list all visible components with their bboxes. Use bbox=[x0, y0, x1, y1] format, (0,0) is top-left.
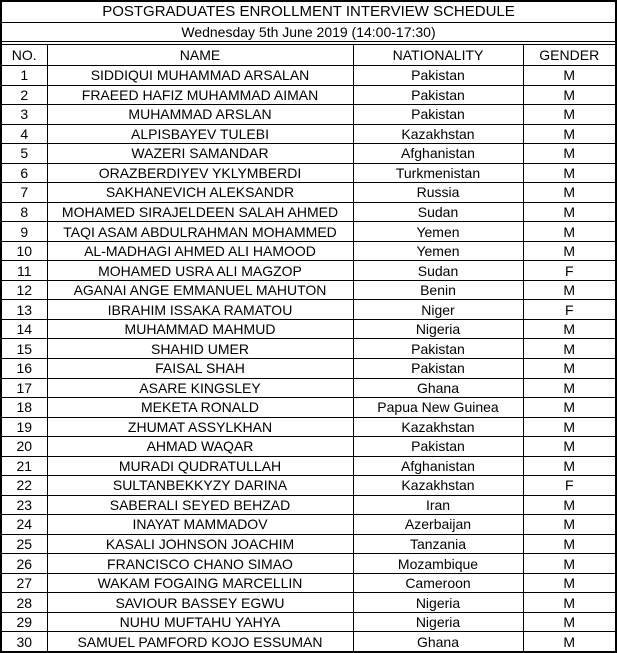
cell-student-name: WAKAM FOGAING MARCELLIN bbox=[47, 573, 353, 593]
cell-student-name: NUHU MUFTAHU YAHYA bbox=[47, 612, 353, 632]
cell-nationality: Papua New Guinea bbox=[353, 398, 523, 418]
table-row bbox=[2, 66, 615, 86]
cell-row-number: 26 bbox=[2, 554, 47, 574]
cell-nationality: Sudan bbox=[353, 261, 523, 281]
cell-gender: M bbox=[523, 495, 615, 515]
cell-gender: M bbox=[523, 319, 615, 339]
cell-gender: M bbox=[523, 163, 615, 183]
cell-nationality: Pakistan bbox=[353, 105, 523, 125]
table-row bbox=[2, 378, 615, 398]
cell-nationality: Yemen bbox=[353, 241, 523, 261]
cell-nationality: Russia bbox=[353, 183, 523, 203]
cell-student-name: MOHAMED USRA ALI MAGZOP bbox=[47, 261, 353, 281]
cell-row-number: 25 bbox=[2, 534, 47, 554]
table-row bbox=[2, 612, 615, 632]
cell-row-number: 29 bbox=[2, 612, 47, 632]
cell-nationality: Benin bbox=[353, 280, 523, 300]
cell-student-name: ASARE KINGSLEY bbox=[47, 378, 353, 398]
cell-student-name: SABERALI SEYED BEHZAD bbox=[47, 495, 353, 515]
cell-row-number: 23 bbox=[2, 495, 47, 515]
cell-row-number: 17 bbox=[2, 378, 47, 398]
cell-gender: M bbox=[523, 398, 615, 418]
cell-row-number: 11 bbox=[2, 261, 47, 281]
header-row bbox=[2, 45, 615, 66]
cell-nationality: Niger bbox=[353, 300, 523, 320]
cell-gender: M bbox=[523, 339, 615, 359]
cell-student-name: SIDDIQUI MUHAMMAD ARSALAN bbox=[47, 66, 353, 86]
cell-nationality: Iran bbox=[353, 495, 523, 515]
cell-row-number: 24 bbox=[2, 515, 47, 535]
cell-gender: M bbox=[523, 632, 615, 651]
cell-nationality: Pakistan bbox=[353, 85, 523, 105]
cell-nationality: Kazakhstan bbox=[353, 476, 523, 496]
cell-row-number: 8 bbox=[2, 202, 47, 222]
table-row bbox=[2, 358, 615, 378]
cell-gender: F bbox=[523, 300, 615, 320]
cell-row-number: 20 bbox=[2, 437, 47, 457]
cell-nationality: Pakistan bbox=[353, 339, 523, 359]
cell-row-number: 2 bbox=[2, 85, 47, 105]
cell-nationality: Kazakhstan bbox=[353, 417, 523, 437]
cell-student-name: MUHAMMAD ARSLAN bbox=[47, 105, 353, 125]
schedule-table bbox=[2, 44, 615, 651]
cell-nationality: Azerbaijan bbox=[353, 515, 523, 535]
cell-student-name: FAISAL SHAH bbox=[47, 358, 353, 378]
cell-student-name: SAKHANEVICH ALEKSANDR bbox=[47, 183, 353, 203]
cell-nationality: Turkmenistan bbox=[353, 163, 523, 183]
cell-student-name: ORAZBERDIYEV YKLYMBERDI bbox=[47, 163, 353, 183]
cell-gender: M bbox=[523, 124, 615, 144]
cell-row-number: 5 bbox=[2, 144, 47, 164]
cell-student-name: SAMUEL PAMFORD KOJO ESSUMAN bbox=[47, 632, 353, 651]
table-row bbox=[2, 632, 615, 651]
cell-nationality: Nigeria bbox=[353, 612, 523, 632]
cell-row-number: 19 bbox=[2, 417, 47, 437]
column-header-name: NAME bbox=[47, 45, 353, 66]
table-row bbox=[2, 495, 615, 515]
cell-row-number: 12 bbox=[2, 280, 47, 300]
cell-student-name: MUHAMMAD MAHMUD bbox=[47, 319, 353, 339]
cell-gender: M bbox=[523, 358, 615, 378]
schedule-title: POSTGRADUATES ENROLLMENT INTERVIEW SCHEDULE bbox=[2, 2, 615, 23]
table-row bbox=[2, 339, 615, 359]
schedule-date: Wednesday 5th June 2019 (14:00-17:30) bbox=[2, 23, 615, 42]
cell-nationality: Mozambique bbox=[353, 554, 523, 574]
cell-row-number: 21 bbox=[2, 456, 47, 476]
cell-gender: M bbox=[523, 105, 615, 125]
cell-nationality: Kazakhstan bbox=[353, 124, 523, 144]
table-row bbox=[2, 144, 615, 164]
cell-student-name: INAYAT MAMMADOV bbox=[47, 515, 353, 535]
cell-student-name: WAZERI SAMANDAR bbox=[47, 144, 353, 164]
table-row bbox=[2, 573, 615, 593]
cell-gender: M bbox=[523, 612, 615, 632]
cell-student-name: SHAHID UMER bbox=[47, 339, 353, 359]
cell-gender: F bbox=[523, 476, 615, 496]
cell-student-name: SAVIOUR BASSEY EGWU bbox=[47, 593, 353, 613]
cell-row-number: 7 bbox=[2, 183, 47, 203]
table-row bbox=[2, 476, 615, 496]
cell-row-number: 9 bbox=[2, 222, 47, 242]
table-row bbox=[2, 417, 615, 437]
cell-student-name: SULTANBEKKYZY DARINA bbox=[47, 476, 353, 496]
cell-student-name: AGANAI ANGE EMMANUEL MAHUTON bbox=[47, 280, 353, 300]
cell-student-name: AL-MADHAGI AHMED ALI HAMOOD bbox=[47, 241, 353, 261]
cell-nationality: Tanzania bbox=[353, 534, 523, 554]
table-row bbox=[2, 554, 615, 574]
cell-student-name: MEKETA RONALD bbox=[47, 398, 353, 418]
cell-row-number: 15 bbox=[2, 339, 47, 359]
cell-gender: M bbox=[523, 573, 615, 593]
table-row bbox=[2, 280, 615, 300]
cell-gender: M bbox=[523, 534, 615, 554]
cell-gender: M bbox=[523, 456, 615, 476]
cell-row-number: 28 bbox=[2, 593, 47, 613]
cell-student-name: FRAEED HAFIZ MUHAMMAD AIMAN bbox=[47, 85, 353, 105]
column-header-no: NO. bbox=[2, 45, 47, 66]
cell-nationality: Pakistan bbox=[353, 358, 523, 378]
cell-nationality: Ghana bbox=[353, 632, 523, 651]
table-row bbox=[2, 319, 615, 339]
cell-gender: M bbox=[523, 593, 615, 613]
table-row bbox=[2, 456, 615, 476]
cell-gender: M bbox=[523, 85, 615, 105]
table-row bbox=[2, 85, 615, 105]
cell-nationality: Afghanistan bbox=[353, 456, 523, 476]
table-row bbox=[2, 261, 615, 281]
cell-row-number: 27 bbox=[2, 573, 47, 593]
table-row bbox=[2, 222, 615, 242]
cell-gender: M bbox=[523, 515, 615, 535]
cell-gender: M bbox=[523, 183, 615, 203]
cell-student-name: MURADI QUDRATULLAH bbox=[47, 456, 353, 476]
cell-nationality: Yemen bbox=[353, 222, 523, 242]
cell-row-number: 4 bbox=[2, 124, 47, 144]
cell-gender: F bbox=[523, 261, 615, 281]
cell-row-number: 16 bbox=[2, 358, 47, 378]
cell-gender: M bbox=[523, 144, 615, 164]
cell-gender: M bbox=[523, 241, 615, 261]
cell-gender: M bbox=[523, 554, 615, 574]
column-header-gender: GENDER bbox=[523, 45, 615, 66]
table-row bbox=[2, 398, 615, 418]
cell-student-name: KASALI JOHNSON JOACHIM bbox=[47, 534, 353, 554]
cell-nationality: Nigeria bbox=[353, 593, 523, 613]
cell-gender: M bbox=[523, 280, 615, 300]
cell-row-number: 18 bbox=[2, 398, 47, 418]
cell-nationality: Ghana bbox=[353, 378, 523, 398]
table-row bbox=[2, 105, 615, 125]
cell-gender: M bbox=[523, 202, 615, 222]
table-row bbox=[2, 515, 615, 535]
cell-row-number: 6 bbox=[2, 163, 47, 183]
table-row bbox=[2, 593, 615, 613]
cell-row-number: 14 bbox=[2, 319, 47, 339]
table-row bbox=[2, 183, 615, 203]
cell-student-name: ZHUMAT ASSYLKHAN bbox=[47, 417, 353, 437]
cell-student-name: MOHAMED SIRAJELDEEN SALAH AHMED bbox=[47, 202, 353, 222]
cell-student-name: IBRAHIM ISSAKA RAMATOU bbox=[47, 300, 353, 320]
schedule-rows bbox=[2, 66, 615, 652]
table-row bbox=[2, 202, 615, 222]
cell-student-name: AHMAD WAQAR bbox=[47, 437, 353, 457]
table-row bbox=[2, 163, 615, 183]
cell-row-number: 3 bbox=[2, 105, 47, 125]
cell-student-name: ALPISBAYEV TULEBI bbox=[47, 124, 353, 144]
cell-gender: M bbox=[523, 66, 615, 86]
cell-student-name: FRANCISCO CHANO SIMAO bbox=[47, 554, 353, 574]
cell-row-number: 22 bbox=[2, 476, 47, 496]
cell-student-name: TAQI ASAM ABDULRAHMAN MOHAMMED bbox=[47, 222, 353, 242]
cell-row-number: 1 bbox=[2, 66, 47, 86]
cell-nationality: Pakistan bbox=[353, 437, 523, 457]
cell-gender: M bbox=[523, 222, 615, 242]
cell-nationality: Pakistan bbox=[353, 66, 523, 86]
table-row bbox=[2, 300, 615, 320]
cell-nationality: Nigeria bbox=[353, 319, 523, 339]
cell-row-number: 13 bbox=[2, 300, 47, 320]
table-row bbox=[2, 124, 615, 144]
column-header-nationality: NATIONALITY bbox=[353, 45, 523, 66]
cell-row-number: 30 bbox=[2, 632, 47, 651]
cell-gender: M bbox=[523, 417, 615, 437]
table-row bbox=[2, 241, 615, 261]
table-row bbox=[2, 534, 615, 554]
cell-nationality: Cameroon bbox=[353, 573, 523, 593]
cell-nationality: Afghanistan bbox=[353, 144, 523, 164]
cell-nationality: Sudan bbox=[353, 202, 523, 222]
cell-gender: M bbox=[523, 378, 615, 398]
cell-gender: M bbox=[523, 437, 615, 457]
cell-row-number: 10 bbox=[2, 241, 47, 261]
table-row bbox=[2, 437, 615, 457]
